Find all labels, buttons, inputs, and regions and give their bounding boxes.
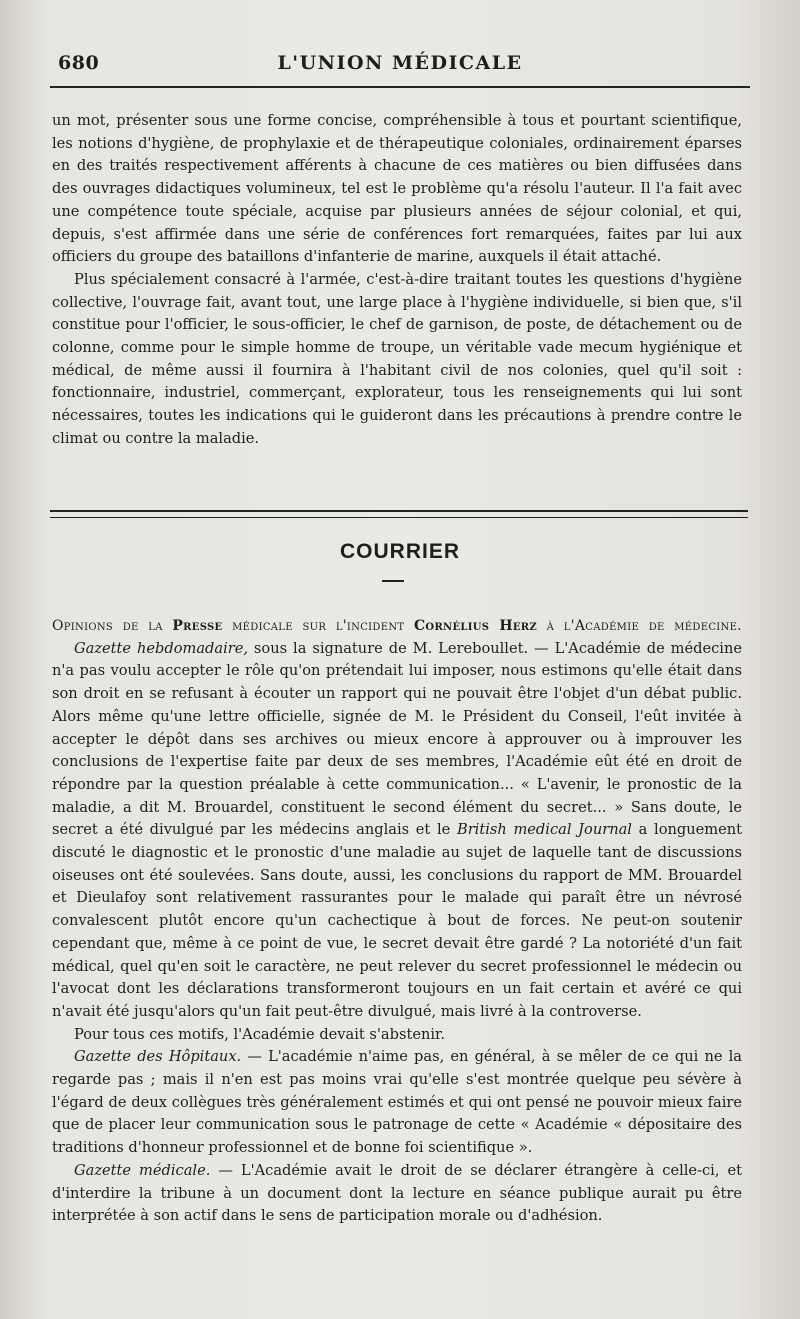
title-dash [382,580,404,582]
section-title: COURRIER [339,540,460,563]
section-divider [50,510,748,518]
source-name: Gazette des Hôpitaux. [74,1048,242,1066]
page-header [50,46,750,86]
article-continuation [52,110,742,451]
section-subhead: Opinions de la Presse médicale sur l'incident Cornélius Herz à l'Académie de médecine. [52,618,742,634]
paragraph: Plus spécialement consacré à l'armée, c'est-à-dire traitant toutes les questions d'hygiène collective, l'ouvrage fait, avant tout, une large place à l'hygiène individuelle, si bien que, s'il constitue pour l'officier, le sous-officier, le chef de garnison, de poste, de détachement ou de colonne, comme pour le simple homme de troupe, un véritable vade mecum hygiénique et médical, de même aussi il fournira à l'habitant civil de nos colonies, quel qu'il soit : fonctionnaire, industriel, commerçant, explorateur, tous les renseignements qui lui sont nécessaires, toutes les indications qui le guideront dans les précautions à prendre contre le climat ou contre la maladie. [52,270,742,447]
running-title: L'UNION MÉDICALE [277,52,523,74]
paragraph: Gazette hebdomadaire, sous la signature de M. Lereboullet. — L'Académie de médecine n'a pas voulu accepter le rôle qu'on prétendait lui imposer, nous estimons qu'elle était dans son droit en se refusant à écouter un rapport qui ne pouvait être l'objet d'un débat public. Alors même qu'une lettre officielle, signée de M. le Président du Conseil, l'eût invitée à accepter le dépôt dans ses archives ou mieux encore à approuver ou à improuver les conclusions de l'expertise faite par deux de ses membres, l'Académie eût été en droit de répondre par la question préalable à cette communication... « L'avenir, le pronostic de la maladie, a dit M. Brouardel, constituent le second élément du secret... » Sans doute, le secret a été divulgué par les médecins anglais et le British medical Journal a longuement discuté le diagnostic et le pronostic d'une maladie au sujet de laquelle tant de discussions oiseuses ont été soulevées. Sans doute, aussi, les conclusions du rapport de MM. Brouardel et Dieulafoy sont relativement rassurantes pour le malade qui paraît être un névrosé convalescent plutôt encore qu'un cachectique à bout de forces. Ne peut-on soutenir cependant que, même à ce point de vue, le secret devait être gardé ? La notoriété d'un fait médical, quel qu'en soit le caractère, ne peut relever du secret professionnel le médecin ou l'avocat dont les déclarations transformeront toujours en un fait certain et avéré ce qui n'avait été jusqu'alors qu'un fait peut-être divulgué, mais livré à la controverse. [52,639,743,1020]
source-name: Gazette médicale. [74,1161,211,1179]
header-rule [50,86,750,88]
source-name: British medical Journal [456,821,632,839]
paragraph: un mot, présenter sous une forme concise, compréhensible à tous et pourtant scientifique, les notions d'hygiène, de prophylaxie et de thérapeutique coloniales, ordinairement éparses en des traités respectivement afférents à chacune de ces matières ou bien diffusées dans des ouvrages didactiques volumineux, tel est le problème qu'a résolu l'auteur. Il l'a fait avec une compétence toute spéciale, acquise par plusieurs années de séjour colonial, et qui, depuis, s'est affirmée dans une série de conférences fort remarquées, faites par lui aux officiers du groupe des bataillons d'infanterie de marine, auxquels il était attaché. [52,112,742,266]
paragraph: Gazette des Hôpitaux. — L'académie n'aime pas, en général, à se mêler de ce qui ne la regarde pas ; mais il n'en est pas moins vrai qu'elle s'est montrée quelque peu sévère à l'égard de deux collègues très généralement estimés et qui ont pensé ne pouvoir mieux faire que de placer leur communication sous le patronage de cette « Académie « dépositaire des traditions d'honneur professionnel et de bonne foi scientifique ». [52,1048,742,1157]
courrier-body [52,615,742,1228]
paragraph: Gazette médicale. — L'Académie avait le droit de se déclarer étrangère à celle-ci, et d'interdire la tribune à un document dont la lecture en séance publique aurait pu être interprétée à son actif dans le sens de participation morale ou d'adhésion. [52,1161,742,1225]
paragraph: Pour tous ces motifs, l'Académie devait s'abstenir. [74,1025,446,1043]
source-name: Gazette hebdomadaire, [74,639,248,657]
page-number: 680 [58,52,100,74]
